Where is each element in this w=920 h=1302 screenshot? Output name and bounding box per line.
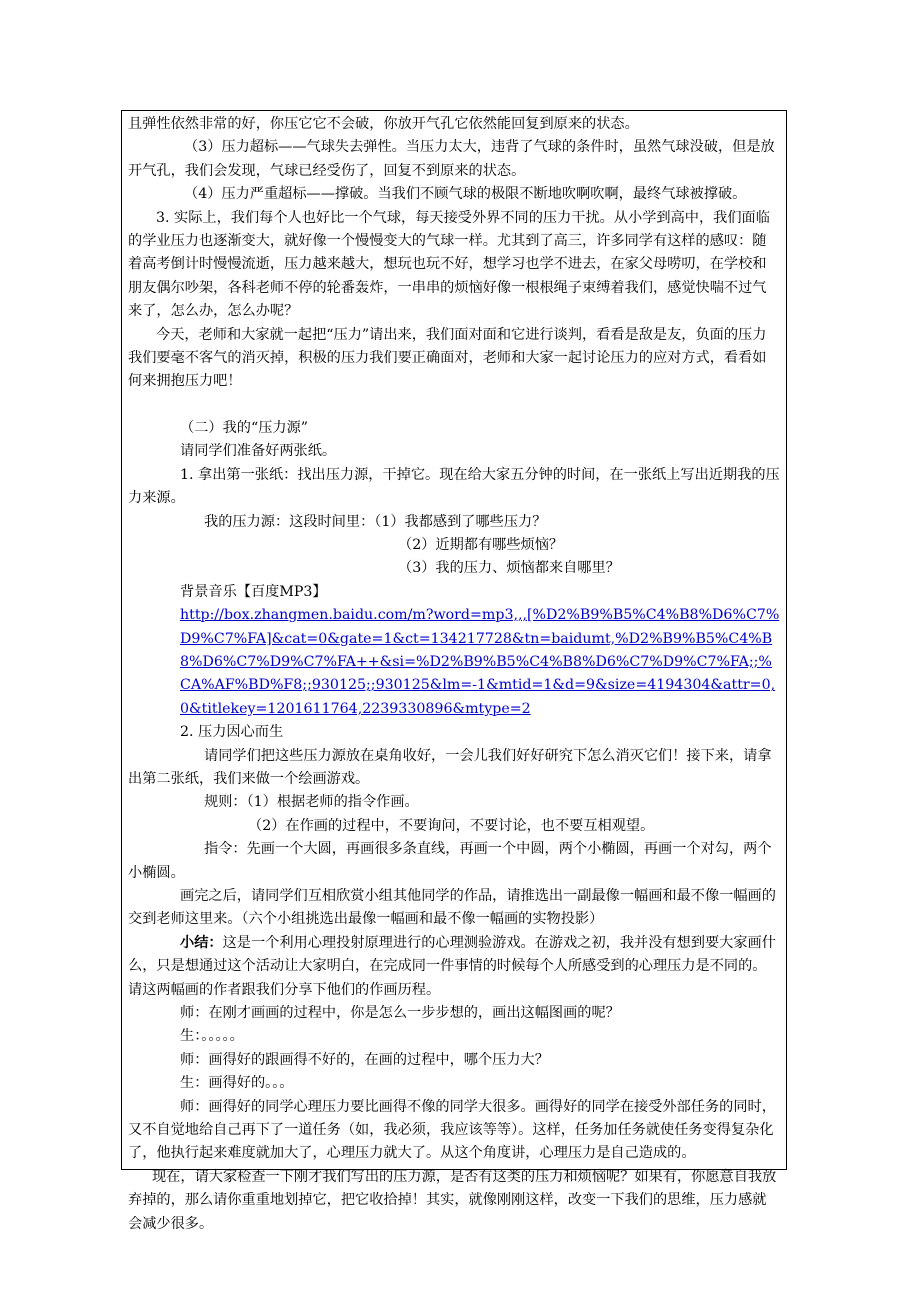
- paragraph: 背景音乐【百度MP3】: [180, 583, 327, 600]
- paragraph: （2）在作画的过程中，不要询问，不要讨论，也不要互相观望。: [248, 817, 655, 834]
- subheading: 2. 压力因心而生: [180, 724, 284, 741]
- summary-text: 这是一个利用心理投射原理进行的心理测验游戏。在游戏之初，我并没有想到要大家画什么，只是想通过这个活动让大家明白，在完成同一件事情的时候每个人所感受到的心理压力是不同的。请这两幅画的作者跟我们分享下他们的作画历程。: [128, 934, 776, 998]
- paragraph: 师：在刚才画画的过程中，你是怎么一步步想的，画出这幅图画的呢？: [180, 1005, 620, 1022]
- paragraph: （2）近期都有哪些烦恼？: [398, 536, 564, 553]
- paragraph: （3）压力超标——气球失去弹性。当压力太大，违背了气球的条件时，虽然气球没破，但是放开气孔，我们会发现，气球已经受伤了，回复不到原来的状态。: [128, 139, 775, 179]
- paragraph: 师：画得好的同学心理压力要比画得不像的同学大很多。画得好的同学在接受外部任务的同时，又不自觉地给自己再下了一道任务（如，我必须，我应该等等）。这样，任务加任务就使任务变得复杂化了，他执行起来难度就加大了，心理压力就大了。从这个角度讲，心理压力是自己造成的。: [128, 1098, 776, 1162]
- paragraph: 画完之后，请同学们互相欣赏小组其他同学的作品，请推选出一副最像一幅画和最不像一幅画的交到老师这里来。（六个小组挑选出最像一幅画和最不像一幅画的实物投影）: [128, 888, 776, 928]
- paragraph: 生：。。。。。: [180, 1028, 244, 1045]
- paragraph: [128, 932, 780, 1002]
- paragraph: 规则：（1）根据老师的指令作画。: [204, 794, 419, 811]
- paragraph: 请同学们准备好两张纸。: [180, 443, 337, 460]
- document-body: [128, 113, 780, 1236]
- paragraph: 请同学们把这些压力源放在桌角收好，一会儿我们好好研究下怎么消灭它们！接下来，请拿出第二张纸，我们来做一个绘画游戏。: [128, 747, 772, 787]
- paragraph: 指令：先画一个大圆，再画很多条直线，再画一个中圆，两个小椭圆，再画一个对勾，两个小椭圆。: [128, 841, 772, 881]
- paragraph: 师：画得好的跟画得不好的，在画的过程中，哪个压力大？: [180, 1051, 549, 1068]
- summary-label: 小结：: [180, 934, 223, 951]
- paragraph: 今天，老师和大家就一起把“压力”请出来，我们面对面和它进行谈判，看看是敌是友，负面的压力我们要毫不客气的消灭掉，积极的压力我们要正确面对，老师和大家一起讨论压力的应对方式，看看如何来拥抱压力吧！: [128, 326, 767, 390]
- paragraph: 1. 拿出第一张纸：找出压力源，干掉它。现在给大家五分钟的时间，在一张纸上写出近期我的压力来源。: [128, 466, 780, 507]
- paragraph: （4）压力严重超标——撑破。当我们不顾气球的极限不断地吹啊吹啊，最终气球被撑破。: [184, 186, 747, 203]
- paragraph: 生：画得好的。。。: [180, 1075, 294, 1092]
- paragraph: （3）我的压力、烦恼都来自哪里？: [398, 560, 620, 577]
- section-heading: （二）我的“压力源”: [180, 419, 309, 436]
- document-table-cell: [121, 110, 787, 1232]
- blank-line: [128, 394, 780, 417]
- paragraph: 现在，请大家检查一下刚才我们写出的压力源，是否有这类的压力和烦恼呢？如果有，你愿意自我放弃掉的，那么请你重重地划掉它，把它收拾掉！其实，就像刚刚这样，改变一下我们的思维，压力感就会减少很多。: [128, 1168, 777, 1232]
- paragraph: 3. 实际上，我们每个人也好比一个气球，每天接受外界不同的压力干扰。从小学到高中，我们面临的学业压力也逐渐变大，就好像一个慢慢变大的气球一样。尤其到了高三，许多同学有这样的感叹：随着高考倒计时慢慢流逝，压力越来越大，想玩也玩不好，想学习也学不进去，在家父母唠叨，在学校和朋友偶尔吵架，各科老师不停的轮番轰炸，一串串的烦恼好像一根根绳子束缚着我们，感觉快喘不过气来了，怎么办，怎么办呢？: [128, 209, 770, 320]
- music-link[interactable]: http://box.zhangmen.baidu.com/m?word=mp3,,,[%D2%B9%B5%C4%B8%D6%C7%D9%C7%FA]&cat=0&gate=1&ct=134217728&tn=baidumt,%D2%B9%B5%C4%B8%D6%C7%D9%C7%FA++&si=%D2%B9%B5%C4%B8%D6%C7%D9%C7%FA;;%CA%AF%BD%F8;;930125;;930125&lm=-1&mtid=1&d=9&size=4194304&attr=0,0&titlekey=1201611764,2239330896&mtype=2: [180, 607, 780, 717]
- paragraph: 且弹性依然非常的好，你压它它不会破，你放开气孔它依然能回复到原来的状态。: [128, 116, 639, 132]
- paragraph: 我的压力源：这段时间里：（1）我都感到了哪些压力？: [204, 513, 547, 530]
